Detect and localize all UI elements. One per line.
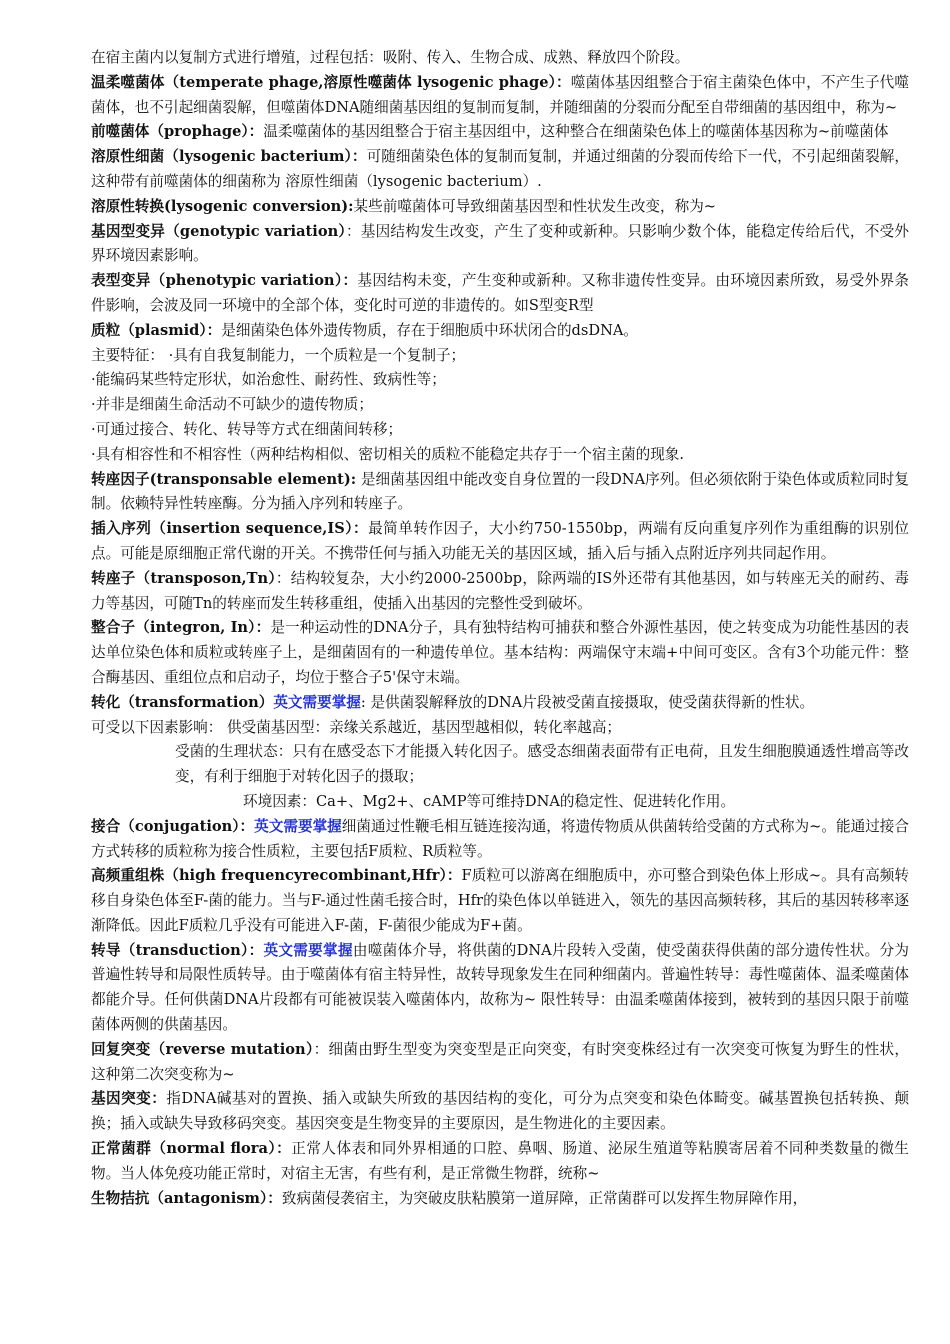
plasmid-feature-item [91, 418, 909, 443]
entry-genotypic-variation [91, 220, 909, 270]
term-heading: 基因型变异（genotypic variation） [91, 222, 346, 240]
entry-conjugation [91, 815, 909, 865]
entry-normal-flora [91, 1137, 909, 1187]
factor-text: 环境因素：Ca+、Mg2+、cAMP等可维持DNA的稳定性、促进转化作用。 [243, 792, 736, 810]
entry-gene-mutation [91, 1087, 909, 1137]
definition-text: 致病菌侵袭宿主，为突破皮肤粘膜第一道屏障，正常菌群可以发挥生物屏障作用， [281, 1189, 808, 1207]
factor-text: 可受以下因素影响： 供受菌基因型：亲缘关系越近，基因型越相似，转化率越高； [91, 718, 622, 736]
feature-text: ·具有相容性和不相容性（两种结构相似、密切相关的质粒不能稳定共存于一个宿主菌的现象. [91, 445, 685, 463]
feature-text: ·并非是细菌生命活动不可缺少的遗传物质； [91, 396, 373, 414]
definition-text: ：结构较复杂，大小约2000-2500bp，除两端的IS外还带有其他基因，如与转座无关的耐药、毒力等基因，可随Tn的转座而发生转移重组，使插入出基因的完整性受到破坏。 [91, 569, 909, 612]
term-heading: 温柔噬菌体（temperate phage,溶原性噬菌体 lysogenic phage）： [91, 73, 571, 91]
definition-text: 温柔噬菌体的基因组整合于宿主基因组中，这种整合在细菌染色体上的噬菌体基因称为~前噬菌体 [263, 123, 889, 141]
entry-plasmid [91, 319, 909, 344]
definition-text: F质粒可以游离在细胞质中，亦可整合到染色体上形成~。具有高频转移自身染色体至F-菌的能力。当与F-通过性菌毛接合时，Hfr的染色体以单链进入，领先的基因高频转移，其后的基因转移率逐渐降低。因此F质粒几乎没有可能进入F-菌，F-菌很少能成为F+菌。 [91, 867, 910, 934]
entry-lysogenic-conversion [91, 195, 909, 220]
plasmid-feature-item [91, 393, 909, 418]
definition-text: 某些前噬菌体可导致细菌基因型和性状发生改变，称为~ [353, 197, 717, 215]
definition-text: 正常人体表和同外界相通的口腔、鼻咽、肠道、泌尿生殖道等粘膜寄居着不同种类数量的微生物。当人体免疫功能正常时，对宿主无害，有些有利，是正常微生物群，统称~ [91, 1140, 909, 1182]
transformation-factor-item [91, 716, 909, 741]
term-heading: 基因突变： [91, 1090, 167, 1108]
definition-text: 噬菌体基因组整合于宿主菌染色体中，不产生子代噬菌体，也不引起细菌裂解，但噬菌体DNA随细菌基因组的复制而复制，并随细菌的分裂而分配至自带细菌的基因组中，称为~ [91, 73, 909, 116]
definition-text: 基因结构未变，产生变种或新种。又称非遗传性变异。由环境因素所致，易受外界条件影响，会波及同一环境中的全部个体，变化时可逆的非遗传的。如S型变R型 [91, 272, 909, 314]
entry-integron [91, 616, 909, 690]
term-heading: 回复突变（reverse mutation） [91, 1040, 314, 1058]
entry-hfr [91, 864, 909, 938]
feature-text: ·能编码某些特定形状，如治愈性、耐药性、致病性等； [91, 371, 446, 389]
definition-text: 由噬菌体介导，将供菌的DNA片段转入受菌，使受菌获得供菌的部分遗传性状。分为普遍性转导和局限性质转导。由于噬菌体有宿主特异性，故转导现象发生在同种细菌内。普遍性转导：毒性噬菌体、温柔噬菌体都能介导。任何供菌DNA片段都有可能被误装入噬菌体内，故称为~ 限性转导：由温柔噬菌体接到，被转到的基因只限于前噬菌体两侧的供菌基因。 [91, 941, 909, 1034]
term-heading: 正常菌群（normal flora）： [91, 1140, 292, 1158]
entry-temperate-phage [91, 71, 909, 121]
entry-transformation [91, 691, 909, 716]
term-heading: 转座因子(transponsable element): [91, 470, 357, 488]
study-note: 英文需要掌握 [273, 693, 361, 711]
definition-text: ：基因结构发生改变，产生了变种或新种。只影响少数个体，能稳定传给后代，不受外界环境因素影响。 [91, 222, 909, 265]
term-heading: 插入序列（insertion sequence,IS）： [91, 520, 369, 538]
paragraph-lifecycle [91, 46, 909, 71]
plasmid-feature-item [91, 344, 909, 369]
factor-text: 受菌的生理状态：只有在感受态下才能摄入转化因子。感受态细菌表面带有正电荷，且发生细胞膜通透性增高等改变，有利于细胞于对转化因子的摄取； [175, 743, 909, 786]
transformation-factor-item [91, 790, 909, 815]
entry-transposon [91, 567, 909, 617]
document-page [91, 46, 909, 1211]
term-heading: 转导（transduction）： [91, 941, 264, 959]
plasmid-feature-item [91, 443, 909, 468]
definition-text: 可随细菌染色体的复制而复制，并通过细菌的分裂而传给下一代，不引起细菌裂解，这种带有前噬菌体的细菌称为 溶原性细菌（lysogenic bacterium）. [91, 148, 909, 190]
term-heading: 溶原性转换(lysogenic conversion): [91, 197, 354, 215]
entry-prophage [91, 120, 909, 145]
entry-transduction [91, 939, 909, 1038]
term-heading: 表型变异（phenotypic variation）： [91, 272, 358, 290]
transformation-factor-item [91, 740, 909, 790]
term-heading: 前噬菌体（prophage）： [91, 123, 264, 141]
definition-text: 是一种运动性的DNA分子，具有独特结构可捕获和整合外源性基因，使之转变成为功能性基因的表达单位染色体和质粒或转座子上，是细菌固有的一种遗传单位。基本结构：两端保守末端+中间可变区。含有3个功能元件：整合酶基因、重组位点和启动子，均位于整合子5'保守末端。 [91, 619, 910, 686]
definition-text: 是细菌基因组中能改变自身位置的一段DNA序列。但必须依附于染色体或质粒同时复制。依赖特异性转座酶。分为插入序列和转座子。 [91, 470, 910, 513]
term-heading: 质粒（plasmid）： [91, 321, 222, 339]
study-note: 英文需要掌握 [263, 941, 353, 959]
definition-text: 最简单转作因子，大小约750-1550bp，两端有反向重复序列作为重组酶的识别位点。可能是原细胞正常代谢的开关。不携带任何与插入功能无关的基因区域，插入后与插入点附近序列共同起作用。 [91, 520, 909, 562]
plasmid-feature-item [91, 368, 909, 393]
definition-text: 是细菌染色体外遗传物质，存在于细胞质中环状闭合的dsDNA。 [221, 321, 638, 339]
definition-text: 在宿主菌内以复制方式进行增殖，过程包括：吸附、传入、生物合成、成熟、释放四个阶段。 [91, 49, 690, 66]
term-heading: 转座子（transposon,Tn） [91, 569, 276, 587]
term-heading: 整合子（integron, In）： [91, 619, 271, 637]
definition-text: 指DNA碱基对的置换、插入或缺失所致的基因结构的变化，可分为点突变和染色体畸变。碱基置换包括转换、颠换；插入或缺失导致移码突变。基因突变是生物变异的主要原因，是生物进化的主要因素。 [91, 1090, 909, 1133]
feature-text: ·可通过接合、转化、转导等方式在细菌间转移； [91, 420, 403, 438]
term-heading: 转化（transformation） [91, 693, 274, 711]
term-heading: 高频重组株（high frequencyrecombinant,Hfr）： [91, 867, 462, 885]
feature-text: 主要特征： ·具有自我复制能力，一个质粒是一个复制子； [91, 346, 466, 364]
entry-antagonism [91, 1187, 909, 1212]
definition-text: 细菌通过性鞭毛相互链连接沟通，将遗传物质从供菌转给受菌的方式称为~。能通过接合方式转移的质粒称为接合性质粒，主要包括F质粒、R质粒等。 [91, 817, 909, 860]
definition-text: ：细菌由野生型变为突变型是正向突变，有时突变株经过有一次突变可恢复为野生的性状，这种第二次突变称为~ [91, 1040, 909, 1083]
term-heading: 溶原性细菌（lysogenic bacterium）： [91, 148, 367, 166]
entry-transposable-element [91, 468, 909, 518]
study-note: 英文需要掌握 [254, 817, 342, 835]
entry-insertion-sequence [91, 517, 909, 567]
definition-text: : 是供菌裂解释放的DNA片段被受菌直接摄取，使受菌获得新的性状。 [360, 693, 815, 711]
term-heading: 接合（conjugation）： [91, 817, 255, 835]
entry-reverse-mutation [91, 1038, 909, 1088]
term-heading: 生物拮抗（antagonism）： [91, 1189, 282, 1207]
entry-lysogenic-bacterium [91, 145, 909, 195]
entry-phenotypic-variation [91, 269, 909, 319]
